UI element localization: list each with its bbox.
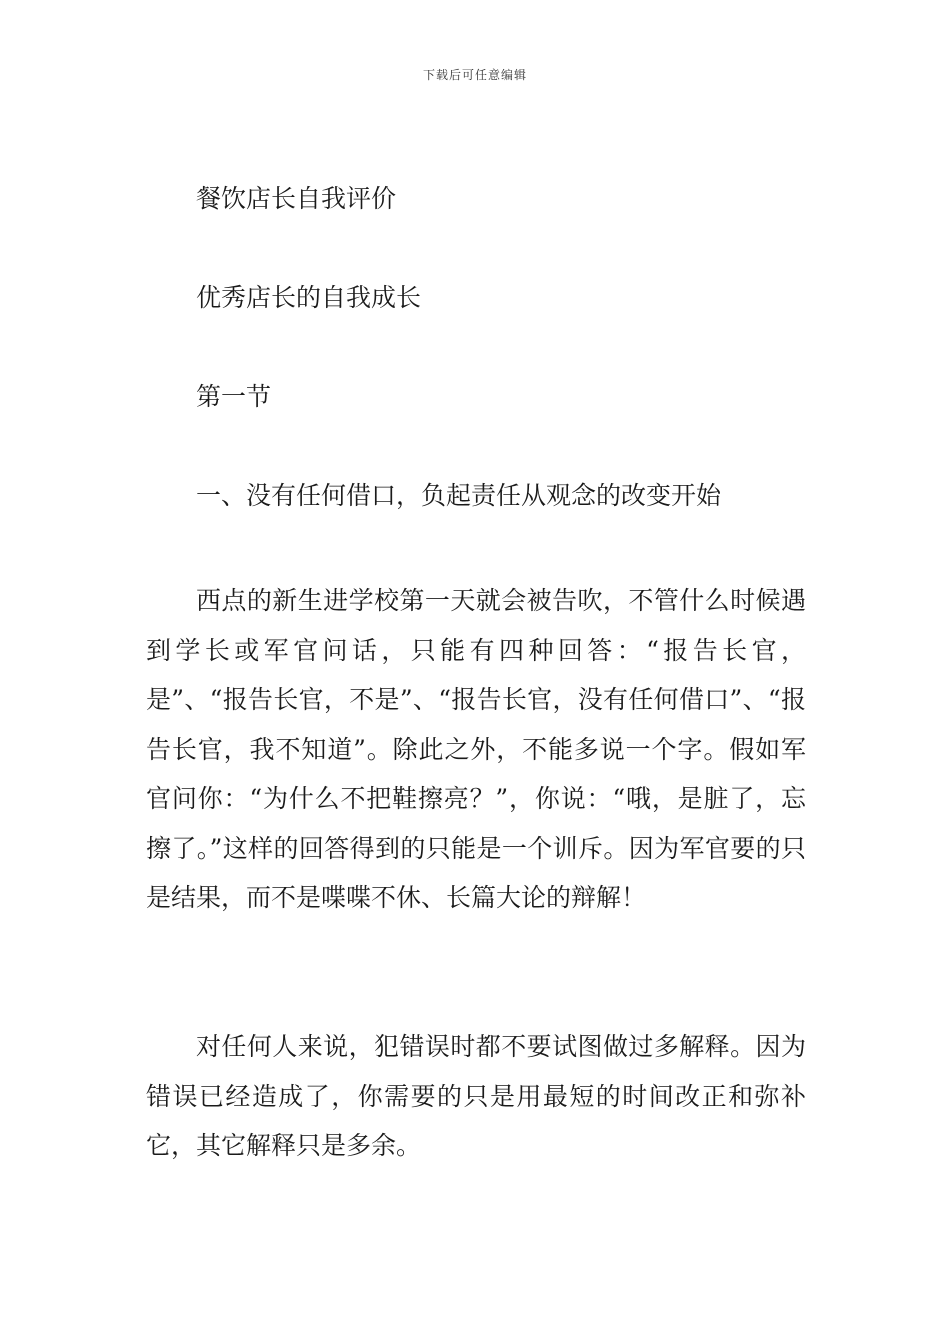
section-heading: 一、没有任何借口，负起责任从观念的改变开始: [196, 481, 722, 510]
body-paragraph: 西点的新生进学校第一天就会被告吹，不管什么时候遇到学长或军官问话，只能有四种回答：“报告长官，是”、“报告长官，不是”、“报告长官，没有任何借口”、“报告长官，我不知道”。除此之外，不能多说一个字。假如军官问你：“为什么不把鞋擦亮？”，你说：“哦，是脏了，忘擦了。”这样的回答得到的只能是一个训斥。因为军官要的只是结果，而不是喋喋不休、长篇大论的辩解！: [146, 586, 806, 912]
document-title: 餐饮店长自我评价: [196, 184, 397, 213]
body-paragraph: 对任何人来说，犯错误时都不要试图做过多解释。因为错误已经造成了，你需要的只是用最短的时间改正和弥补它，其它解释只是多余。: [146, 1032, 806, 1160]
header-note: 下载后可任意编辑: [422, 68, 527, 82]
document-subtitle: 优秀店长的自我成长: [196, 283, 422, 312]
section-label: 第一节: [196, 382, 272, 411]
